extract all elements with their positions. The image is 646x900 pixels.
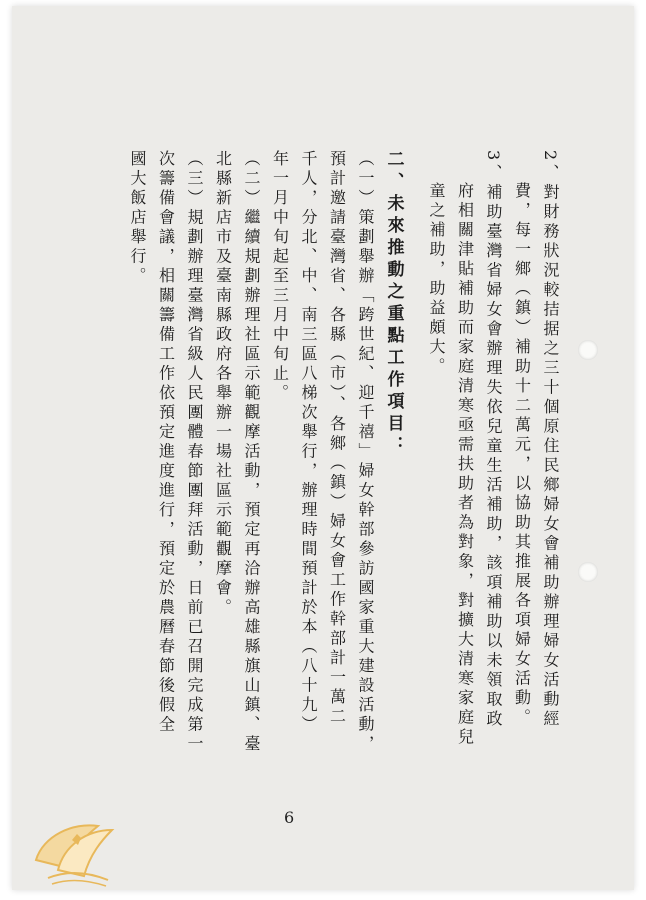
text-column: 北縣新店市及臺南縣政府各舉辦一場社區示範觀摩會。: [213, 150, 233, 618]
text-column: 2、對財務狀況較拮据之三十個原住民鄉婦女會補助辦理婦女活動經: [541, 150, 560, 730]
text-column: 預計邀請臺灣省、各縣（市）、各鄉（鎮）婦女會工作幹部計一萬二: [327, 150, 347, 727]
text-column: （三）規劃辦理臺灣省級人民團體春節團拜活動，日前已召開完成第一: [185, 150, 204, 755]
punch-hole-bottom: [578, 562, 598, 582]
text-column: （二）繼續規劃辦理社區示範觀摩活動，預定再洽辦高雄縣旗山鎮、臺: [242, 150, 261, 755]
text-column: 3、補助臺灣省婦女會辦理失依兒童生活補助，該項補助以未領取政: [484, 150, 503, 730]
text-column: 童之補助，助益頗大。: [427, 182, 446, 377]
vertical-text-body: [123, 150, 565, 810]
text-column: 年一月中旬起至三月中旬止。: [270, 150, 290, 404]
text-column: （一）策劃舉辦「跨世紀、迎千禧」婦女幹部參訪國家重大建設活動，: [356, 150, 375, 755]
page-number: 6: [284, 808, 295, 827]
section-heading: 二、未來推動之重點工作項目：: [383, 150, 404, 458]
text-column: 次籌備會議，相關籌備工作依預定進度進行，預定於農曆春節後假全: [156, 150, 176, 735]
library-logo-icon: [28, 810, 128, 892]
punch-hole-top: [578, 340, 598, 360]
text-column: 費，每一鄉（鎮）補助十二萬元，以協助其推展各項婦女活動。: [512, 182, 532, 728]
text-column: 千人，分北、中、南三區八梯次舉行，辦理時間預計於本（八十九）: [299, 150, 318, 735]
text-column: 國大飯店舉行。: [128, 150, 147, 287]
text-column: 府相關津貼補助而家庭清寒亟需扶助者為對象，對擴大清寒家庭兒: [455, 182, 475, 748]
